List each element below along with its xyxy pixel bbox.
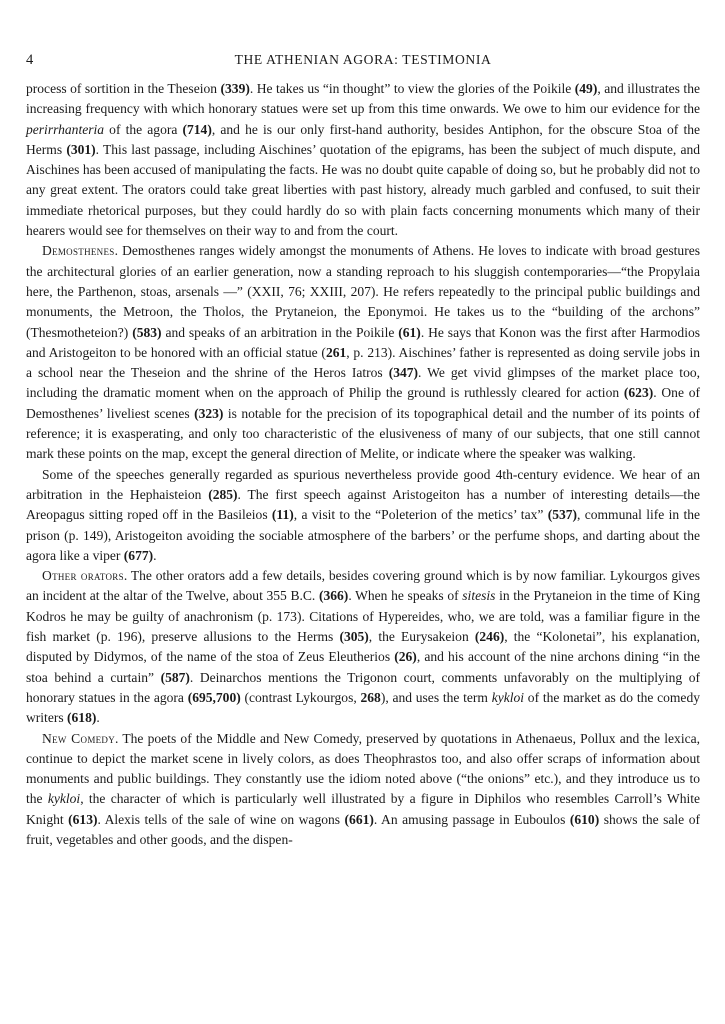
text-run: , communal life in the prison (p. 149), Aristogeiton avoiding the sociable atmosphere of the barbers’ or the perfume shops, and darting about the agora like a viper <box>26 507 700 563</box>
testimonium-reference: (301) <box>66 141 96 157</box>
text-run: , and he is our only first-hand authority, besides Antiphon, for the obscure Stoa of the Herms <box>26 121 700 157</box>
text-run: is notable for the precision of its topographical detail and the number of its points of reference; it is exasperating, and only too characteristic of the elusiveness of many of our subjects, that one still cannot mark these points on the map, except the general direction of Melite, or indicate where the speaker was walking. <box>26 405 700 462</box>
text-run: . <box>153 547 157 563</box>
document-page <box>26 0 700 850</box>
body-text <box>26 79 700 850</box>
text-run: , p. 213). Aischines’ father is represented as doing servile jobs in a school near the Theseion and the shrine of the Heros Iatros <box>26 344 700 381</box>
text-run: . The first speech against Aristogeiton has a number of interesting details—the Areopagus sitting roped off in the Basileios <box>26 486 700 523</box>
testimonium-reference: (714) <box>182 121 212 137</box>
paragraph <box>26 465 700 566</box>
paragraph <box>26 729 700 851</box>
text-run: shows the sale of fruit, vegetables and other goods, and the dispen- <box>26 811 700 847</box>
testimonium-reference: (583) <box>132 324 162 340</box>
text-run: . When he speaks of <box>348 588 463 604</box>
section-heading: Other orators <box>42 568 124 584</box>
text-run: , the “Kolonetai”, his explanation, disputed by Didymos, of the name of the stoa of Zeus Eleutherios <box>26 629 700 665</box>
testimonium-reference: (366) <box>318 588 349 604</box>
testimonium-reference: (347) <box>388 365 419 381</box>
testimonium-reference: (613) <box>68 811 98 827</box>
testimonium-reference: (49) <box>574 81 598 96</box>
italic-term: sitesis <box>462 588 496 604</box>
text-run: ), and uses the term <box>380 689 492 705</box>
italic-term: kykloi <box>47 791 81 807</box>
italic-term: perirrhanteria <box>26 121 105 137</box>
running-head <box>26 52 700 78</box>
text-run: of the agora <box>104 121 183 137</box>
text-run: , the Eurysakeion <box>368 629 475 645</box>
testimonium-reference: (339) <box>220 81 250 96</box>
testimonium-reference: (246) <box>474 629 505 645</box>
text-run: . The poets of the Middle and New Comedy, preserved by quotations in Athenaeus, Pollux and the lexica, continue to depict the market scene in lively colors, as does Theophrastos too, and also offer scraps of information about monuments and public buildings. They constantly use the idiom noted above (“the onions” etc.), and they introduce us to the <box>26 730 700 807</box>
text-run: . The other orators add a few details, besides covering ground which is by now familiar. Lykourgos gives an incident at the altar of the Twelve, about 355 B.C. <box>26 568 700 604</box>
text-run: (contrast Lykourgos, <box>240 689 361 705</box>
text-run: . This last passage, including Aischines’ quotation of the epigrams, has been the subject of much dispute, and Aischines has been accused of manipulating the facts. He was no doubt quite capable of doing so, but he probably did not to any great extent. The orators could take great liberties with past history, already much garbled and confused, to suit their immediate rhetorical purposes, but they could hardly do so with plain facts concerning monuments which many of their hearers would see for themselves on their way to and from the court. <box>26 141 701 239</box>
text-run: . An amusing passage in Euboulos <box>373 811 570 827</box>
testimonium-reference: (587) <box>160 669 190 685</box>
text-run: . One of Demosthenes’ liveliest scenes <box>26 385 701 421</box>
section-heading: Demosthenes <box>42 243 115 259</box>
text-run: , the character of which is particularly well illustrated by a figure in Diphilos who resembles Carroll’s White Knight <box>26 791 701 827</box>
testimonium-reference: (623) <box>623 385 654 401</box>
testimonium-reference: (695,700) <box>187 689 241 705</box>
testimonium-reference: (285) <box>208 486 238 502</box>
section-heading: New Comedy <box>42 730 116 746</box>
testimonium-reference: (610) <box>569 811 600 827</box>
text-run: in the Prytaneion in the time of King Kodros he may be guilty of anachronism (p. 173). Citations of Hypereides, who, we are told, was a familiar figure in the fish market (p. 196), preserve allusions to the Herms <box>26 588 700 645</box>
text-run: . <box>96 710 100 726</box>
text-run: Some of the speeches generally regarded as spurious nevertheless provide good 4th-century evidence. We hear of an arbitration in the Hephaisteion <box>26 466 700 502</box>
text-run: . We get vivid glimpses of the market place too, including the dramatic moment when on the approach of Philip the ground is ruthlessly cleared for action <box>26 365 701 401</box>
testimonium-reference: (323) <box>194 405 224 421</box>
text-run: process of sortition in the Theseion <box>26 81 221 96</box>
running-title: THE ATHENIAN AGORA: TESTIMONIA <box>234 52 492 67</box>
testimonium-reference: (661) <box>344 811 374 827</box>
testimonium-reference: (26) <box>394 649 417 665</box>
text-run: , and illustrates the increasing frequency with which honorary statues were set up from this time onwards. We owe to him our evidence for the <box>26 81 700 117</box>
text-run: of the market as do the comedy writers <box>26 689 700 726</box>
text-run: , and his account of the nine archons dining “in the stoa behind a curtain” <box>26 649 701 685</box>
testimonium-reference: (677) <box>123 547 154 563</box>
paragraph <box>26 79 700 241</box>
text-run: , a visit to the “Poleterion of the metics’ tax” <box>293 507 548 523</box>
text-run: . Alexis tells of the sale of wine on wagons <box>97 811 345 827</box>
paragraph <box>26 566 700 728</box>
text-run: and speaks of an arbitration in the Poikile <box>161 324 399 340</box>
testimonium-reference: (618) <box>67 710 97 726</box>
testimonium-reference: (11) <box>271 507 294 523</box>
text-run: . He says that Konon was the first after Harmodios and Aristogeiton to be honored with an official statue ( <box>26 324 701 360</box>
text-run: . Demosthenes ranges widely amongst the monuments of Athens. He loves to indicate with broad gestures the architectural glories of an earlier generation, now a standing reproach to his sluggish contemporaries—“the Propylaia here, the Parthenon, stoas, arsenals —” (XXII, 76; XXIII, 207). He refers repeatedly to the principal public buildings and monuments, the Metroon, the Tholos, the Prytaneion, the Eponymoi. He takes us to the “building of the archons” (Thesmotheteion?) <box>26 243 700 340</box>
text-run: . Deinarchos mentions the Trigonon court, comments unfavorably on the multiplying of honorary statues in the agora <box>26 669 700 705</box>
text-run: . He takes us “in thought” to view the glories of the Poikile <box>249 81 575 96</box>
testimonium-reference: 268 <box>360 689 381 705</box>
paragraph <box>26 241 700 464</box>
italic-term: kykloi <box>491 689 525 705</box>
testimonium-reference: 261 <box>325 344 347 360</box>
testimonium-reference: (537) <box>547 507 578 523</box>
testimonium-reference: (305) <box>339 629 369 645</box>
testimonium-reference: (61) <box>398 324 421 340</box>
page-number: 4 <box>26 52 34 68</box>
